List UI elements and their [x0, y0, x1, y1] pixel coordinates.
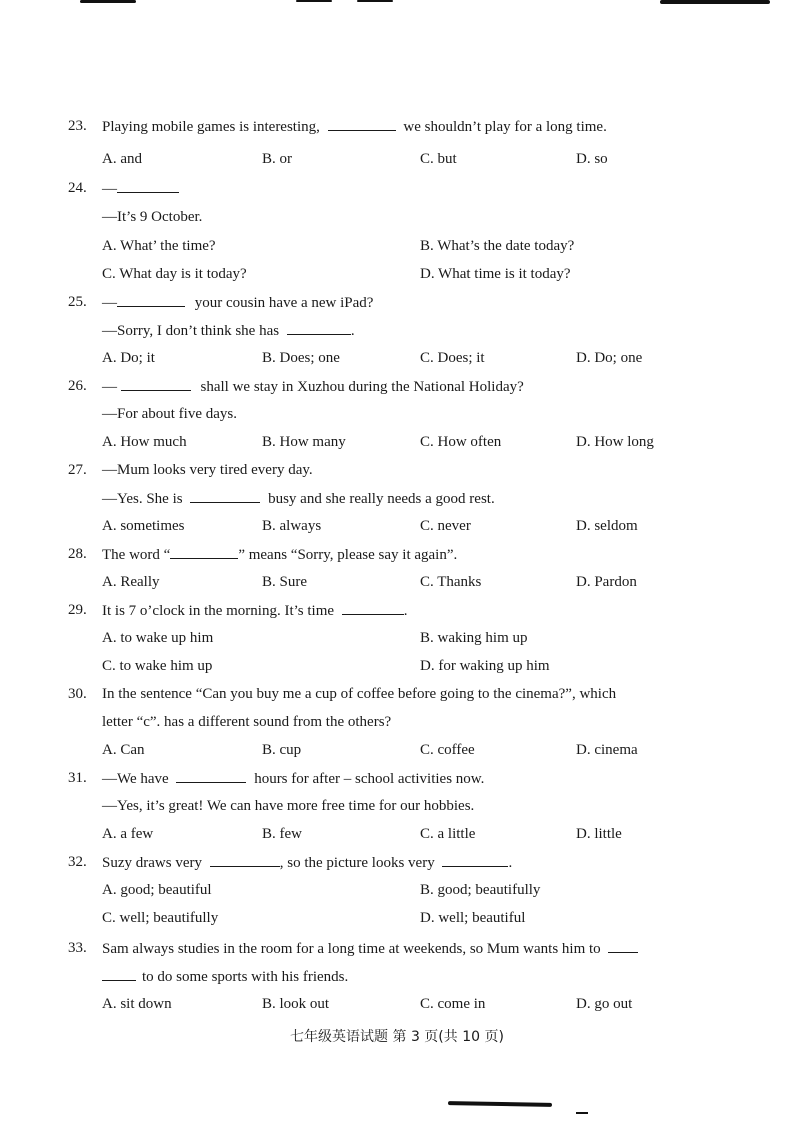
question-stem: —We have [102, 771, 169, 787]
option-d: D. seldom [576, 518, 638, 534]
question-stem: we shouldn’t play for a long time. [403, 119, 607, 135]
option-d: D. How long [576, 434, 654, 450]
option-a: A. good; beautiful [102, 882, 212, 898]
option-c: C. to wake him up [102, 658, 213, 674]
answer-blank [287, 320, 351, 335]
question-stem-line2: to do some sports with his friends. [142, 969, 349, 985]
answer-blank [170, 544, 238, 559]
answer-blank [117, 292, 185, 307]
dialogue-reply-end: busy and she really needs a good rest. [268, 491, 495, 507]
question-number: 23. [68, 118, 87, 134]
question-number: 27. [68, 462, 87, 478]
option-d: D. well; beautiful [420, 910, 526, 926]
option-c: C. What day is it today? [102, 266, 247, 282]
option-b: B. good; beautifully [420, 882, 541, 898]
question-number: 31. [68, 770, 87, 786]
question-number: 29. [68, 602, 87, 618]
question-stem-end: ” means “Sorry, please say it again”. [238, 547, 458, 563]
question-stem-mid: , so the picture looks very [279, 855, 435, 871]
option-d: D. little [576, 826, 622, 842]
scan-mark-top-center-1 [296, 0, 332, 2]
option-b: B. or [262, 151, 292, 167]
dialogue-reply: —Yes, it’s great! We can have more free time for our hobbies. [102, 798, 475, 814]
option-b: B. Sure [262, 574, 307, 590]
option-b: B. always [262, 518, 322, 534]
dialogue-reply: —Yes. She is [102, 491, 183, 507]
option-a: A. How much [102, 434, 187, 450]
option-b: B. few [262, 826, 302, 842]
question-stem: shall we stay in Xuzhou during the National Holiday? [200, 379, 524, 395]
option-d: D. for waking up him [420, 658, 550, 674]
option-b: B. look out [262, 996, 330, 1012]
question-stem: your cousin have a new iPad? [194, 295, 374, 311]
option-c: C. coffee [420, 742, 475, 758]
option-d: D. What time is it today? [420, 266, 571, 282]
question-stem-line2: letter “c”. has a different sound from the others? [102, 714, 392, 730]
answer-blank [210, 852, 280, 867]
option-a: A. Can [102, 742, 145, 758]
option-a: A. a few [102, 826, 154, 842]
question-stem: Playing mobile games is interesting, [102, 119, 320, 135]
scan-mark-top-left [80, 0, 136, 3]
question-stem-end: . [403, 603, 408, 619]
scan-smudge-dot [576, 1112, 588, 1114]
answer-blank [342, 600, 404, 615]
answer-blank [117, 178, 179, 193]
option-a: A. to wake up him [102, 630, 214, 646]
option-d: D. cinema [576, 742, 638, 758]
option-d: D. Do; one [576, 350, 643, 366]
answer-blank [121, 376, 191, 391]
answer-blank [176, 768, 246, 783]
dialogue-reply-end: . [350, 323, 355, 339]
scan-mark-top-right [660, 0, 770, 4]
option-c: C. Does; it [420, 350, 485, 366]
question-number: 24. [68, 180, 87, 196]
question-stem: —Mum looks very tired every day. [102, 462, 313, 478]
option-b: B. What’s the date today? [420, 238, 575, 254]
option-b: B. cup [262, 742, 302, 758]
dialogue-dash: — [102, 295, 117, 311]
dialogue-reply: —It’s 9 October. [102, 209, 203, 225]
answer-blank [102, 966, 136, 981]
scan-smudge-bottom [448, 1101, 552, 1107]
option-a: A. Do; it [102, 350, 155, 366]
option-b: B. Does; one [262, 350, 340, 366]
question-number: 28. [68, 546, 87, 562]
answer-blank [442, 852, 508, 867]
dialogue-dash: — [102, 181, 117, 197]
page-footer: 七年级英语试题 第 3 页(共 10 页) [290, 1029, 504, 1045]
option-c: C. but [420, 151, 457, 167]
answer-blank [328, 116, 396, 131]
option-c: C. How often [420, 434, 502, 450]
option-a: A. What’ the time? [102, 238, 216, 254]
option-a: A. sometimes [102, 518, 185, 534]
option-a: A. sit down [102, 996, 172, 1012]
question-stem-line1: Sam always studies in the room for a long time at weekends, so Mum wants him to [102, 941, 601, 957]
question-stem-line1: In the sentence “Can you buy me a cup of coffee before going to the cinema?”, which [102, 686, 617, 702]
option-b: B. waking him up [420, 630, 528, 646]
option-c: C. a little [420, 826, 476, 842]
question-stem-end: hours for after – school activities now. [254, 771, 485, 787]
question-stem: Suzy draws very [102, 855, 202, 871]
question-number: 25. [68, 294, 87, 310]
question-number: 26. [68, 378, 87, 394]
question-stem-end: . [508, 855, 513, 871]
question-number: 33. [68, 940, 87, 956]
question-stem: It is 7 o’clock in the morning. It’s time [102, 603, 335, 619]
question-stem: The word “ [102, 547, 171, 563]
option-d: D. go out [576, 996, 633, 1012]
option-c: C. come in [420, 996, 486, 1012]
answer-blank [608, 938, 638, 953]
option-c: C. Thanks [420, 574, 482, 590]
option-b: B. How many [262, 434, 346, 450]
option-a: A. and [102, 151, 142, 167]
dialogue-reply: —Sorry, I don’t think she has [102, 323, 280, 339]
answer-blank [190, 488, 260, 503]
dialogue-reply: —For about five days. [102, 406, 237, 422]
question-number: 30. [68, 686, 87, 702]
option-c: C. well; beautifully [102, 910, 219, 926]
scan-mark-top-center-2 [357, 0, 393, 2]
option-a: A. Really [102, 574, 160, 590]
option-c: C. never [420, 518, 471, 534]
option-d: D. Pardon [576, 574, 637, 590]
question-number: 32. [68, 854, 87, 870]
option-d: D. so [576, 151, 608, 167]
dialogue-dash: — [102, 379, 117, 395]
